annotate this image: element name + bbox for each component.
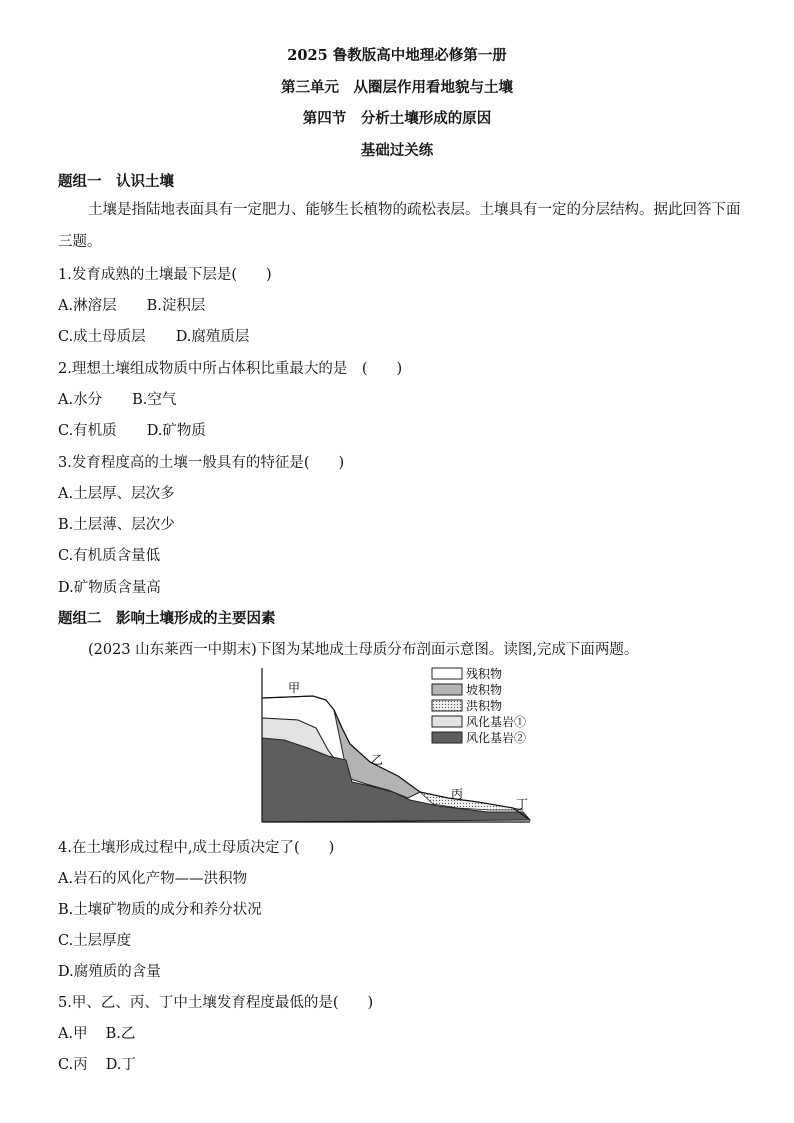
question-5-options-row1 [58,1022,135,1043]
question-1-option-b[interactable]: B.淀积层 [146,298,206,314]
question-5-option-c[interactable]: C.丙 [58,1057,88,1073]
legend-swatch-slope [432,684,462,695]
unit-title: 第三单元 从圈层作用看地貌与土壤 [281,79,513,96]
question-4-option-b[interactable]: B.土壤矿物质的成分和养分状况 [58,902,262,918]
question-4-option-a[interactable]: A.岩石的风化产物——洪积物 [58,871,248,887]
label-jia: 甲 [288,681,301,695]
question-5-stem: 5.甲、乙、丙、丁中土壤发育程度最低的是( ) [58,995,374,1011]
soil-profile-diagram [258,664,548,826]
question-5-option-a[interactable]: A.甲 [58,1026,88,1042]
question-3-option-d[interactable]: D.矿物质含量高 [58,580,161,596]
question-3-option-b[interactable]: B.土层薄、层次少 [58,517,175,533]
question-1-options-row1 [58,294,205,315]
label-bing: 丙 [451,787,464,801]
question-3-stem: 3.发育程度高的土壤一般具有的特征是( ) [58,455,345,471]
group2-intro: (2023 山东莱西一中期末)下图为某地成土母质分布剖面示意图。读图,完成下面两题。 [88,642,639,658]
question-1-option-d[interactable]: D.腐殖质层 [175,329,250,345]
legend-label-flood: 洪积物 [466,699,503,713]
question-2-options-row2 [58,419,206,440]
legend-swatch-rock2 [432,732,462,743]
question-2-option-a[interactable]: A.水分 [58,392,103,408]
legend-swatch-flood [432,700,462,711]
question-1-option-a[interactable]: A.淋溶层 [58,298,117,314]
question-3-option-c[interactable]: C.有机质含量低 [58,548,161,564]
question-5-options-row2 [58,1053,136,1074]
document-title: 2025 鲁教版高中地理必修第一册 [287,47,507,64]
legend-label-residual: 残积物 [466,667,503,681]
question-4-option-d[interactable]: D.腐殖质的含量 [58,964,161,980]
question-2-option-c[interactable]: C.有机质 [58,423,117,439]
label-ding: 丁 [516,797,529,811]
group2-heading: 题组二 影响土壤形成的主要因素 [58,610,276,627]
question-5-option-d[interactable]: D.丁 [105,1057,136,1073]
question-4-stem: 4.在土壤形成过程中,成土母质决定了( ) [58,840,335,856]
question-2-option-b[interactable]: B.空气 [132,392,177,408]
question-2-option-d[interactable]: D.矿物质 [146,423,206,439]
question-1-stem: 1.发育成熟的土壤最下层是( ) [58,267,272,283]
legend-label-slope: 坡积物 [466,683,503,697]
question-2-options-row1 [58,388,176,409]
legend-label-rock1: 风化基岩① [466,715,527,729]
group1-intro: 土壤是指陆地表面具有一定肥力、能够生长植物的疏松表层。土壤具有一定的分层结构。据此回答下面三题。 [58,202,741,250]
legend-label-rock2: 风化基岩② [466,731,527,745]
section-title: 第四节 分析土壤形成的原因 [302,110,492,127]
question-1-option-c[interactable]: C.成土母质层 [58,329,146,345]
legend-swatch-residual [432,668,462,679]
question-2-stem: 2.理想土壤组成物质中所占体积比重最大的是 ( ) [58,361,403,377]
question-1-options-row2 [58,325,249,346]
group1-heading: 题组一 认识土壤 [58,173,174,190]
question-5-option-b[interactable]: B.乙 [105,1026,136,1042]
question-4-option-c[interactable]: C.土层厚度 [58,933,132,949]
exercise-subtitle: 基础过关练 [360,142,434,159]
diagram-legend [432,666,526,745]
legend-swatch-rock1 [432,716,462,727]
label-yi: 乙 [371,753,384,767]
question-3-option-a[interactable]: A.土层厚、层次多 [58,486,175,502]
